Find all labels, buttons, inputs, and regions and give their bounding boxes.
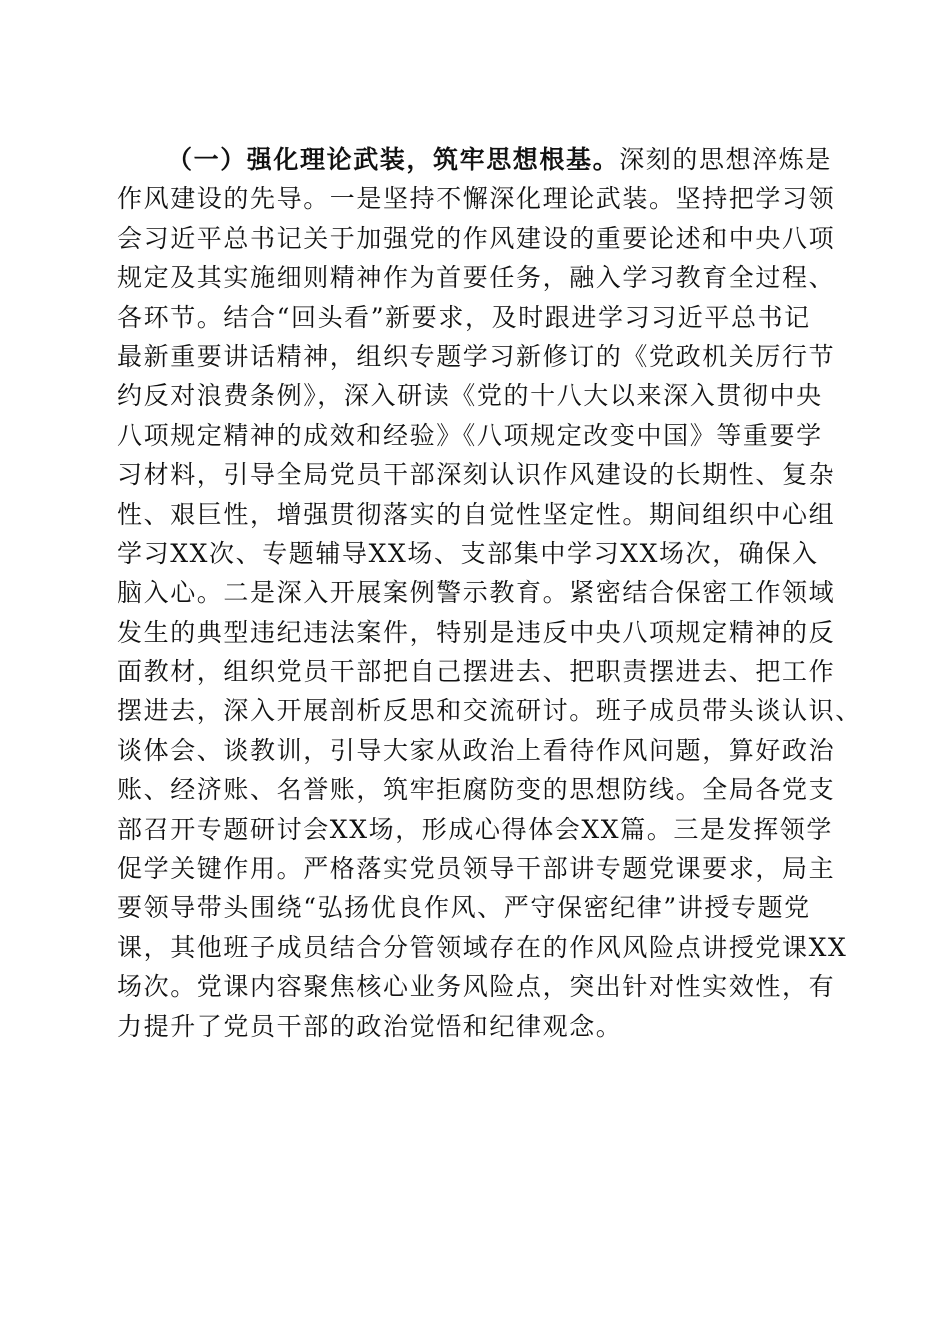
text-line: 场次。党课内容聚焦核心业务风险点，突出针对性实效性，有 — [117, 972, 836, 1002]
text-line: 促学关键作用。严格落实党员领导干部讲专题党课要求，局主 — [117, 854, 836, 884]
text-line: 各环节。结合“回头看”新要求，及时跟进学习习近平总书记 — [117, 302, 811, 332]
first-line-text: 深刻的思想淬炼是 — [619, 145, 833, 174]
text-line: 学习XX次、专题辅导XX场、支部集中学习XX场次，确保入 — [117, 538, 819, 568]
text-line: 规定及其实施细则精神作为首要任务，融入学习教育全过程、 — [117, 263, 836, 293]
text-line: 摆进去，深入开展剖析反思和交流研讨。班子成员带头谈认识、 — [117, 696, 862, 726]
text-line: 作风建设的先导。一是坚持不懈深化理论武装。坚持把学习领 — [117, 184, 836, 214]
text-line: 部召开专题研讨会XX场，形成心得体会XX篇。三是发挥领学 — [117, 814, 833, 844]
body-paragraph — [117, 140, 862, 1046]
section-heading: （一）强化理论武装，筑牢思想根基。 — [167, 145, 620, 174]
text-line: 约反对浪费条例》，深入研读《党的十八大以来深入贯彻中央 — [117, 381, 823, 411]
text-line: 发生的典型违纪违法案件，特别是违反中央八项规定精神的反 — [117, 617, 836, 647]
text-line: 要领导带头围绕“弘扬优良作风、严守保密纪律”讲授专题党 — [117, 893, 811, 923]
text-line: 课，其他班子成员结合分管领域存在的作风风险点讲授党课XX — [117, 932, 848, 962]
paragraph-first-line — [117, 140, 837, 179]
text-line: 性、艰巨性，增强贯彻落实的自觉性坚定性。期间组织中心组 — [117, 499, 836, 529]
text-line: 账、经济账、名誉账，筑牢拒腐防变的思想防线。全局各党支 — [117, 775, 836, 805]
text-line: 面教材，组织党员干部把自己摆进去、把职责摆进去、把工作 — [117, 657, 836, 687]
text-line: 八项规定精神的成效和经验》《八项规定改变中国》等重要学 — [117, 420, 823, 450]
text-line: 脑入心。二是深入开展案例警示教育。紧密结合保密工作领域 — [117, 578, 836, 608]
text-line: 谈体会、谈教训，引导大家从政治上看待作风问题，算好政治 — [117, 735, 836, 765]
text-line: 最新重要讲话精神，组织专题学习新修订的《党政机关厉行节 — [117, 341, 836, 371]
text-line: 习材料，引导全局党员干部深刻认识作风建设的长期性、复杂 — [117, 460, 836, 490]
text-line: 力提升了党员干部的政治觉悟和纪律观念。 — [117, 1011, 623, 1041]
text-line: 会习近平总书记关于加强党的作风建设的重要论述和中央八项 — [117, 223, 836, 253]
